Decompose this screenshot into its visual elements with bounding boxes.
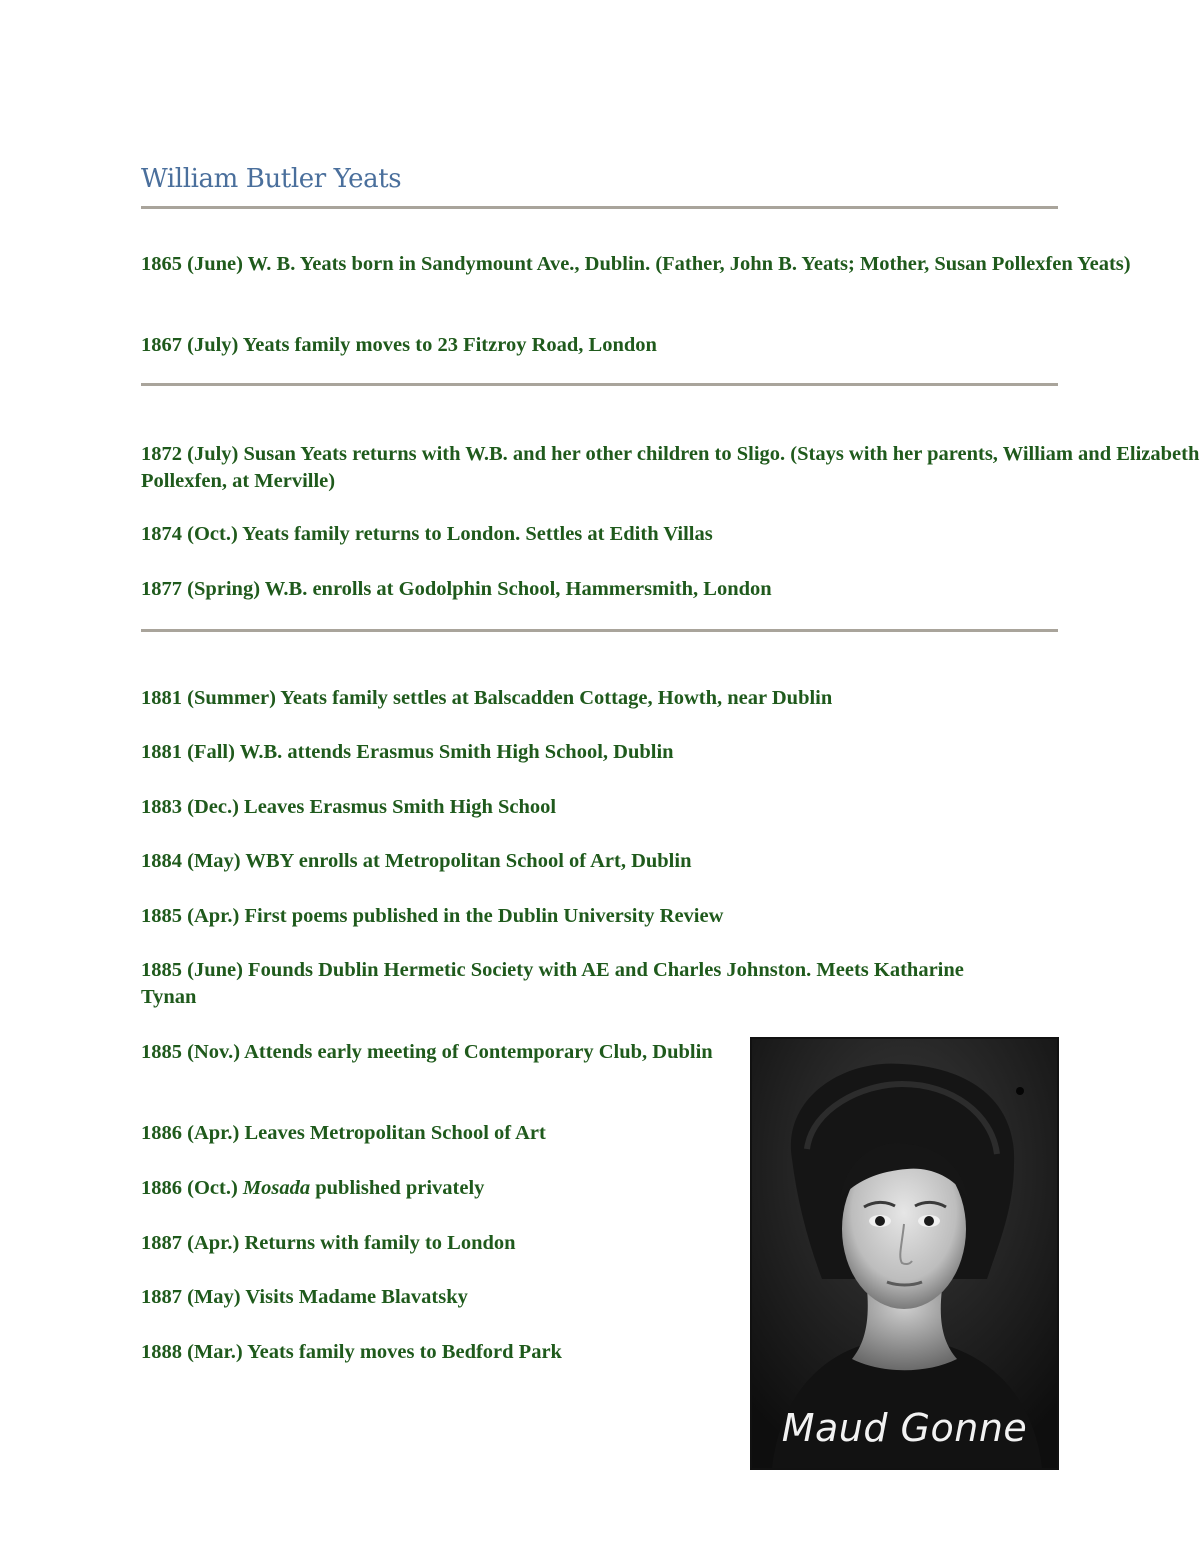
timeline-entry [141, 1175, 484, 1202]
timeline-entry: 1887 (May) Visits Madame Blavatsky [141, 1286, 468, 1308]
photo-caption: Maud Gonne [781, 1406, 1028, 1450]
timeline-entry: 1872 (July) Susan Yeats returns with W.B. and her other children to Sligo. (Stays with her parents, William and Elizabeth Pollexfen, at Merville) [141, 443, 1200, 492]
timeline-entry: 1887 (Apr.) Returns with family to London [141, 1232, 516, 1254]
page-title: William Butler Yeats [141, 164, 402, 194]
timeline-entry: 1885 (Apr.) First poems published in the Dublin University Review [141, 905, 724, 927]
timeline-entry: 1883 (Dec.) Leaves Erasmus Smith High School [141, 796, 557, 818]
timeline-entry: 1881 (Fall) W.B. attends Erasmus Smith High School, Dublin [141, 741, 674, 763]
timeline-entry: 1877 (Spring) W.B. enrolls at Godolphin School, Hammersmith, London [141, 578, 772, 600]
section-divider [141, 383, 1058, 386]
work-title: Mosada [242, 1177, 311, 1199]
timeline-entry: 1885 (June) Founds Dublin Hermetic Society with AE and Charles Johnston. Meets Katharine Tynan [141, 959, 964, 1008]
portrait-image [752, 1039, 1057, 1468]
timeline-entry: 1881 (Summer) Yeats family settles at Balscadden Cottage, Howth, near Dublin [141, 687, 833, 709]
timeline-entry: 1888 (Mar.) Yeats family moves to Bedford Park [141, 1341, 562, 1363]
timeline-entry: 1865 (June) W. B. Yeats born in Sandymount Ave., Dublin. (Father, John B. Yeats; Mother, Susan Pollexfen Yeats) [141, 253, 1131, 275]
title-rule [141, 206, 1058, 209]
entry-date: 1886 (Oct.) [141, 1177, 243, 1199]
section-divider [141, 629, 1058, 632]
entry-text: published privately [310, 1177, 485, 1199]
timeline-entry: 1874 (Oct.) Yeats family returns to London. Settles at Edith Villas [141, 523, 713, 545]
portrait-photo [750, 1037, 1059, 1470]
timeline-entry: 1884 (May) WBY enrolls at Metropolitan School of Art, Dublin [141, 850, 692, 872]
timeline-entry: 1885 (Nov.) Attends early meeting of Contemporary Club, Dublin [141, 1041, 713, 1063]
timeline-entry: 1867 (July) Yeats family moves to 23 Fitzroy Road, London [141, 334, 657, 356]
timeline-entry: 1886 (Apr.) Leaves Metropolitan School of Art [141, 1122, 546, 1144]
